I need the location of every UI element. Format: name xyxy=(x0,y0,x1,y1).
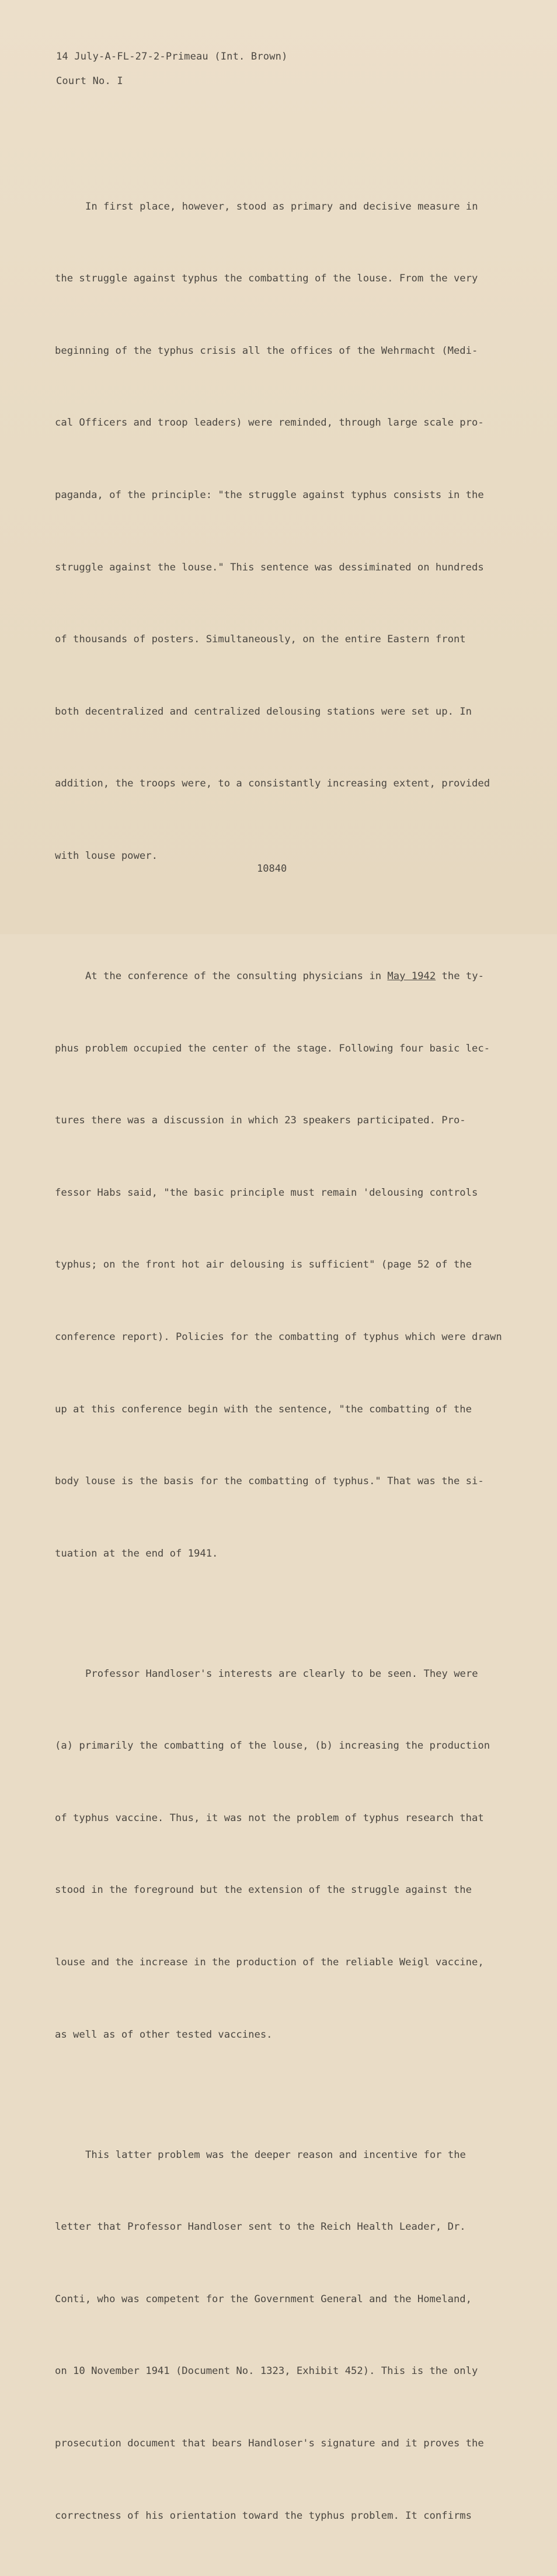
text-line: of typhus vaccine. Thus, it was not the problem of typhus research that xyxy=(55,1812,484,1824)
text-segment: the ty- xyxy=(436,970,484,982)
header-transcript-id: 14 July-A-FL-27-2-Primeau (Int. Brown) xyxy=(56,51,288,62)
text-line xyxy=(55,965,522,988)
underlined-date: May 1942 xyxy=(387,970,436,982)
text-line: Professor Handloser's interests are clearly to be seen. They were xyxy=(85,1668,478,1680)
text-line: Conti, who was competent for the Government General and the Homeland, xyxy=(55,2293,472,2305)
header-court: Court No. I xyxy=(56,75,123,87)
text-segment: At the conference of the consulting physicians in xyxy=(85,970,388,982)
text-line: the struggle against typhus the combatting of the louse. From the very xyxy=(55,273,478,285)
text-line: stood in the foreground but the extension of the struggle against the xyxy=(55,1884,472,1896)
text-line: louse and the increase in the production of the reliable Weigl vaccine, xyxy=(55,1957,484,1969)
text-line: tures there was a discussion in which 23 speakers participated. Pro- xyxy=(55,1115,466,1127)
text-line: up at this conference begin with the sentence, "the combatting of the xyxy=(55,1403,472,1415)
text-line: typhus; on the front hot air delousing is sufficient" (page 52 of the xyxy=(55,1259,472,1271)
text-line: fessor Habs said, "the basic principle must remain 'delousing controls xyxy=(55,1186,478,1199)
text-line: tuation at the end of 1941. xyxy=(55,1547,218,1559)
text-line: correctness of his orientation toward the typhus problem. It confirms xyxy=(55,2509,472,2522)
text-line: This latter problem was the deeper reason and incentive for the xyxy=(85,2149,466,2161)
text-line: addition, the troops were, to a consistantly increasing extent, provided xyxy=(55,778,490,790)
text-line: cal Officers and troop leaders) were reminded, through large scale pro- xyxy=(55,417,484,429)
text-line: body louse is the basis for the combatting of typhus." That was the si- xyxy=(55,1475,484,1488)
page-number: 10840 xyxy=(257,863,287,875)
document-body xyxy=(55,123,522,2576)
text-line: (a) primarily the combatting of the louse, (b) increasing the production xyxy=(55,1740,490,1752)
text-line: letter that Professor Handloser sent to the Reich Health Leader, Dr. xyxy=(55,2221,466,2233)
text-line: In first place, however, stood as primary and decisive measure in xyxy=(85,200,478,213)
text-line: on 10 November 1941 (Document No. 1323, Exhibit 452). This is the only xyxy=(55,2365,478,2377)
text-line: of thousands of posters. Simultaneously, on the entire Eastern front xyxy=(55,633,466,646)
text-line: phus problem occupied the center of the stage. Following four basic lec- xyxy=(55,1042,490,1054)
text-line: conference report). Policies for the combatting of typhus which were drawn xyxy=(55,1331,502,1343)
text-line: beginning of the typhus crisis all the offices of the Wehrmacht (Medi- xyxy=(55,344,478,357)
text-line: struggle against the louse." This sentence was dessiminated on hundreds xyxy=(55,561,484,573)
text-line: with louse power. xyxy=(55,850,158,862)
text-line: as well as of other tested vaccines. xyxy=(55,2028,273,2041)
text-line: paganda, of the principle: "the struggle against typhus consists in the xyxy=(55,489,484,501)
text-line: both decentralized and centralized delousing stations were set up. In xyxy=(55,705,472,718)
text-line: prosecution document that bears Handloser's signature and it proves the xyxy=(55,2438,484,2450)
